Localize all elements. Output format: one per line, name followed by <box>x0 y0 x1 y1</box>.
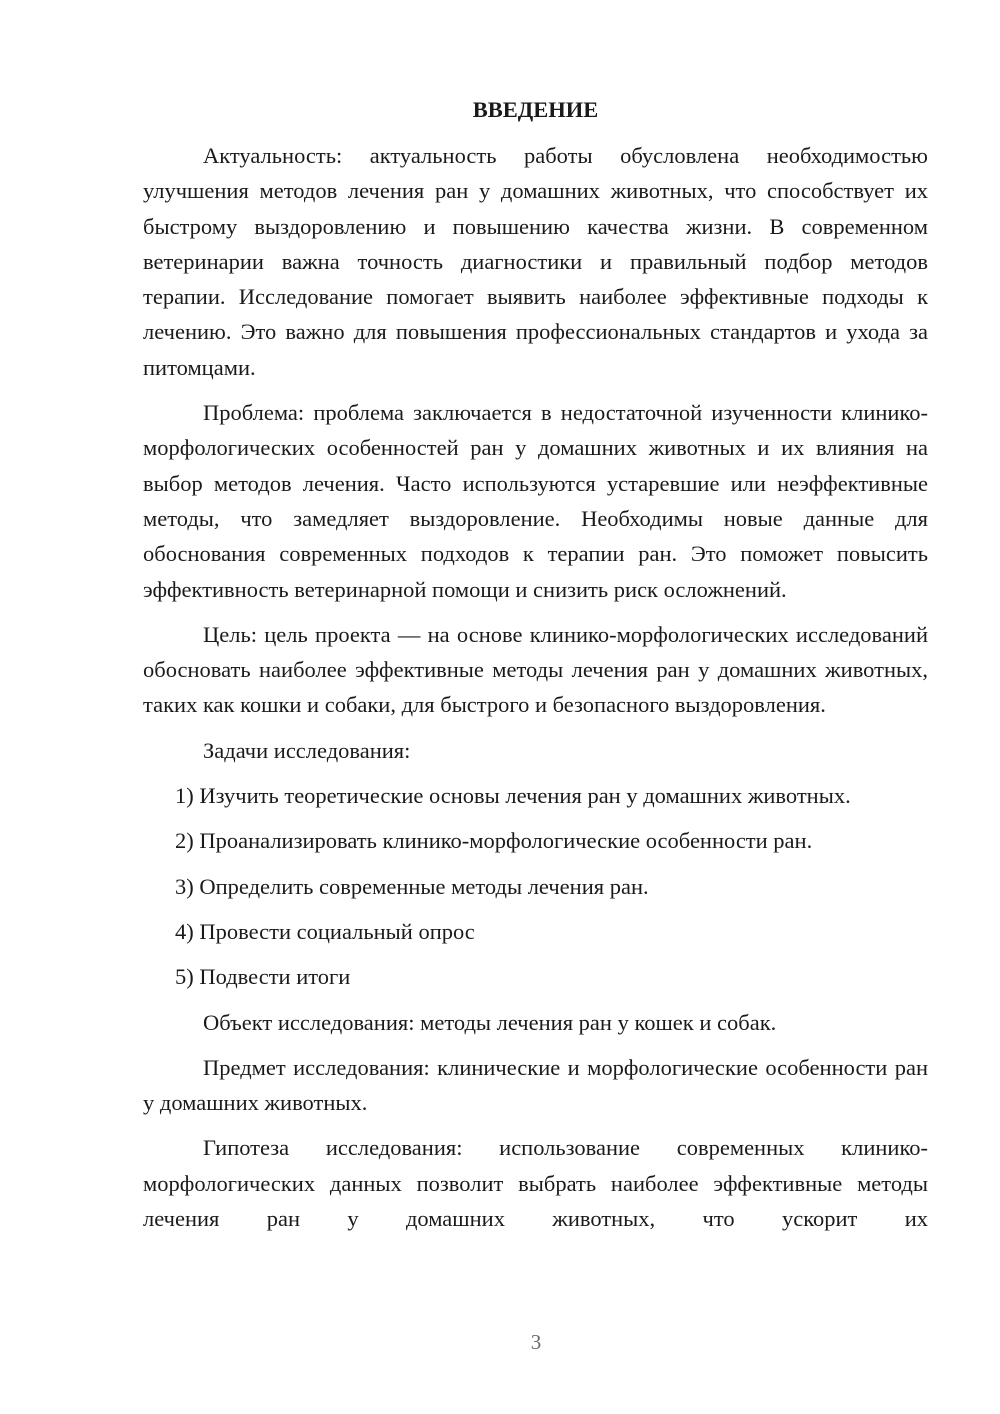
task-item: 4) Провести социальный опрос <box>175 918 475 944</box>
paragraph-subject: Предмет исследования: клинические и морфологические особенности ран у домашних животных. <box>143 1054 928 1116</box>
paragraph-goal: Цель: цель проекта — на основе клинико-морфологических исследований обосновать наиболее эффективные методы лечения ран у домашних животных, таких как кошки и собаки, для быстрого и безопасного выздоровления. <box>143 621 928 718</box>
paragraph-hypothesis: Гипотеза исследования: использование современных клинико-морфологических данных позволит выбрать наиболее эффективные методы лечения ран у домашних животных, что ускорит их <box>143 1135 928 1232</box>
task-item: 1) Изучить теоретические основы лечения ран у домашних животных. <box>175 783 851 809</box>
section-heading: ВВЕДЕНИЕ <box>472 97 599 122</box>
paragraph-relevance: Актуальность: актуальность работы обусловлена необходимостью улучшения методов лечения ран у домашних животных, что способствует их быстрому выздоровлению и повышению качества жизни. В современном ветеринарии важна точность диагностики и правильный подбор методов терапии. Исследование помогает выявить наиболее эффективные подходы к лечению. Это важно для повышения профессиональных стандартов и ухода за питомцами. <box>143 143 928 380</box>
paragraph-problem: Проблема: проблема заключается в недостаточной изученности клинико-морфологических особенностей ран у домашних животных и их влияния на выбор методов лечения. Часто используются устаревшие или неэффективные методы, что замедляет выздоровление. Необходимы новые данные для обоснования современных подходов к терапии ран. Это поможет повысить эффективность ветеринарной помощи и снизить риск осложнений. <box>143 400 928 602</box>
page-number: 3 <box>530 1330 542 1354</box>
task-item: 3) Определить современные методы лечения ран. <box>175 873 649 899</box>
task-item: 2) Проанализировать клинико-морфологические особенности ран. <box>175 828 813 854</box>
task-item: 5) Подвести итоги <box>175 964 351 990</box>
paragraph-object: Объект исследования: методы лечения ран у кошек и собак. <box>203 1009 777 1035</box>
tasks-title: Задачи исследования: <box>203 737 411 763</box>
tasks-list <box>143 778 928 994</box>
document-page <box>143 92 928 1246</box>
